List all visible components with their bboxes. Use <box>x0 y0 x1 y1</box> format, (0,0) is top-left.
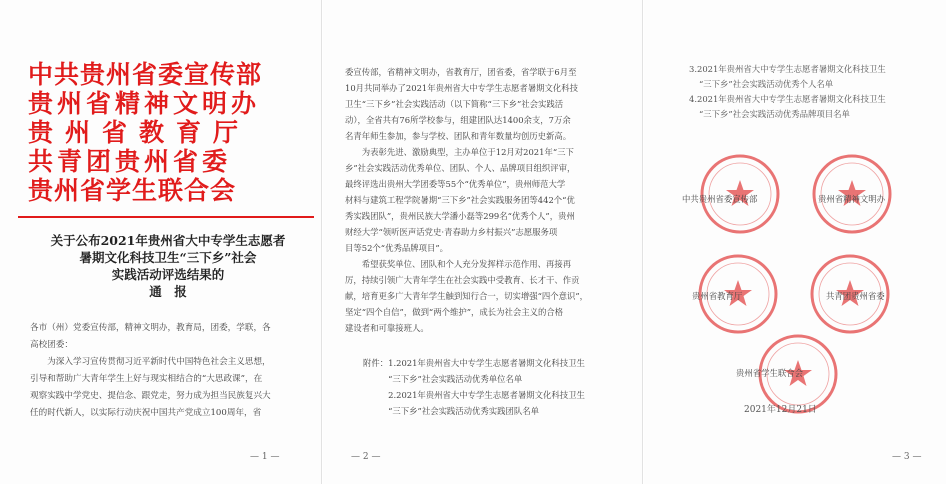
header-line: 中共贵州省委宣传部 <box>28 60 263 89</box>
body-line: 献，培育更多广大青年学生触到知行合一，切实增强“四个意识”， <box>345 291 589 301</box>
title-line: 关于公布2021年贵州省大中专学生志愿者 <box>50 233 286 248</box>
body-line: 财经大学“领听医声话党史·青春助力乡村振兴”志愿服务项 <box>345 227 558 237</box>
issue-date: 2021年12月21日 <box>744 405 817 415</box>
body-line: 引导和帮助广大青年学生上好与现实相结合的“大思政课”，在 <box>30 374 263 384</box>
page1-body-text <box>30 320 300 422</box>
issuing-organizations-header <box>28 60 308 205</box>
attachment-line: 附件：1.2021年贵州省大中专学生志愿者暑期文化科技卫生 <box>363 358 585 368</box>
notice-title <box>18 232 318 300</box>
body-line: 10月共同举办了2021年贵州省大中专学生志愿者暑期文化科技 <box>345 83 578 93</box>
attachment-line: “三下乡”社会实践活动优秀单位名单 <box>363 374 523 384</box>
red-divider-line <box>18 216 314 218</box>
document-page-1 <box>0 0 322 484</box>
header-line: 贵州省精神文明办 <box>28 89 261 118</box>
attachments-list <box>363 355 633 419</box>
title-line: 实践活动评选结果的 <box>111 267 225 282</box>
attachments-continued <box>689 62 939 122</box>
document-page-3 <box>644 0 946 484</box>
body-line: 为表彰先进、激励典型，主办单位于12月对2021年“三下 <box>345 147 574 157</box>
body-line: 最终评选出贵州大学团委等55个“优秀单位”，贵州师范大学 <box>345 179 566 189</box>
body-line: 厉，持续引领广大青年学生在社会实践中受教育、长才干、作贡 <box>345 275 580 285</box>
body-line: 坚定“四个自信”，做到“两个维护”，成长为社会主义的合格 <box>345 307 564 317</box>
body-line: 秀实践团队”，贵州民族大学潘小磊等299名“优秀个人”，贵州 <box>345 211 575 221</box>
body-line: 观察实践中学党史、提信念、跟党走，努力成为担当民族复兴大 <box>30 391 271 401</box>
body-line: 材料与建筑工程学院暑期“三下乡”社会实践服务团等442个“优 <box>345 195 575 205</box>
title-line: 通 报 <box>149 284 187 299</box>
seal-caption: 贵州省精神文明办 <box>818 194 885 204</box>
seal-caption: 贵州省教育厅 <box>692 291 743 301</box>
attachment-line: “三下乡”社会实践活动优秀个人名单 <box>699 79 834 89</box>
body-line: 委宣传部，省精神文明办，省教育厅，团省委，省学联于6月至 <box>345 67 577 77</box>
document-page-2 <box>323 0 643 484</box>
seal-caption: 共青团贵州省委 <box>826 291 885 301</box>
attachment-line: 2.2021年贵州省大中专学生志愿者暑期文化科技卫生 <box>363 390 585 400</box>
body-line: 动），全省共有76所学校参与，组建团队达1400余支，7万余 <box>345 115 571 125</box>
seal-caption: 贵州省学生联合会 <box>736 368 803 378</box>
page-number: — 3 — <box>892 452 922 462</box>
attachment-line: “三下乡”社会实践活动优秀实践团队名单 <box>363 406 540 416</box>
page2-body-text <box>345 64 629 336</box>
body-line: 任的时代新人，以实际行动庆祝中国共产党成立100周年，省 <box>30 408 262 418</box>
page-number: — 1 — <box>250 452 280 462</box>
body-line: 名青年师生参加，参与学校、团队和青年数量均创历史新高。 <box>345 131 572 141</box>
header-line: 贵州省学生联合会 <box>28 176 237 205</box>
title-line: 暑期文化科技卫生“三下乡”社会 <box>79 250 257 265</box>
attachment-line: 4.2021年贵州省大中专学生志愿者暑期文化科技卫生 <box>689 94 886 104</box>
body-line: 希望获奖单位、团队和个人充分发挥样示范作用、再接再 <box>345 259 572 269</box>
body-line: 目等52个“优秀品牌项目”。 <box>345 243 448 253</box>
body-line: 各市（州）党委宣传部，精神文明办，教育局，团委，学联，各 <box>30 323 271 333</box>
body-line: 建设者和可靠接班人。 <box>345 323 429 333</box>
page-number: — 2 — <box>351 452 381 462</box>
header-line: 共青团贵州省委 <box>28 147 232 176</box>
body-line: 乡”社会实践活动优秀单位、团队、个人、品牌项目组织评审， <box>345 163 576 173</box>
body-line: 高校团委： <box>30 340 73 350</box>
body-line: 卫生“三下乡”社会实践活动（以下简称“三下乡”社会实践活 <box>345 99 564 109</box>
header-line: 贵州省教育厅 <box>28 118 251 147</box>
body-line: 为深入学习宣传贯彻习近平新时代中国特色社会主义思想， <box>30 357 271 367</box>
seal-caption: 中共贵州省委宣传部 <box>682 194 758 204</box>
attachment-line: “三下乡”社会实践活动优秀品牌项目名单 <box>699 109 850 119</box>
attachment-line: 3.2021年贵州省大中专学生志愿者暑期文化科技卫生 <box>689 64 886 74</box>
